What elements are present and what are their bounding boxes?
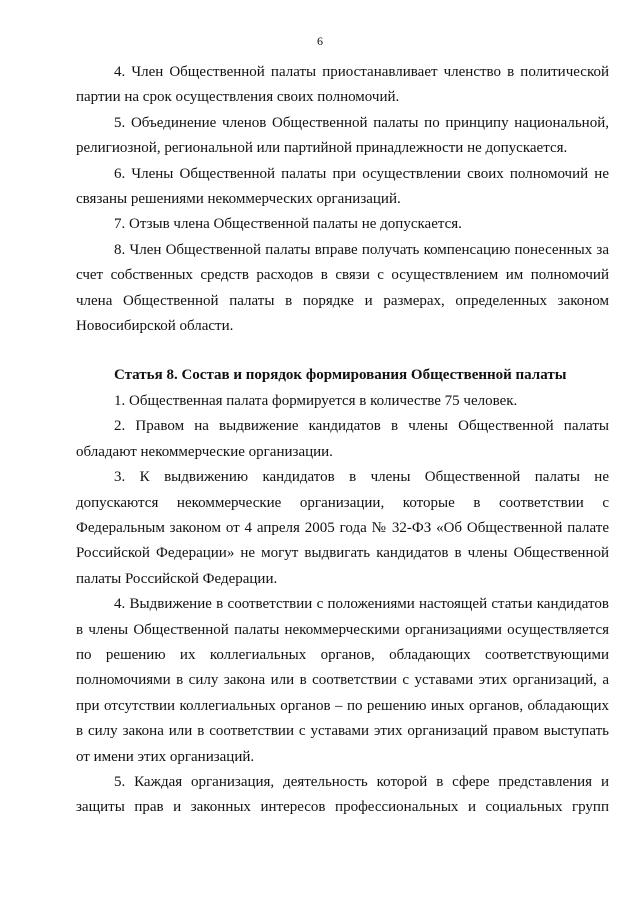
page-number: 6 <box>317 34 323 48</box>
paragraph-organization-nomination: 5. Каждая организация, деятельность которой в сфере представления и защиты прав и законных интересов профессиональных и социальных групп <box>76 773 609 816</box>
paragraph-recall-ban: 7. Отзыв члена Общественной палаты не допускается. <box>114 216 462 233</box>
paragraph-nomination-procedure: 4. Выдвижение в соответствии с положениями настоящей статьи кандидатов в члены Общественной палаты некоммерческими организациями осуществляется по решению их коллегиальных органов, обладающих соответствующими полномочиями в силу закона или в соответствии с уставами этих организаций, а при отсутствии коллегиальных органов – по решению иных органов, обладающих в силу закона или в соответствии с уставами этих организаций правом выступать от имени этих организаций. <box>76 596 609 765</box>
paragraph-nomination-exclusions: 3. К выдвижению кандидатов в члены Общественной палаты не допускаются некоммерческие организации, которые в соответствии с Федеральным законом от 4 апреля 2005 года № 32-ФЗ «Об Общественной палате Российской Федерации» не могут выдвигать кандидатов в члены Общественной палаты Российской Федерации. <box>76 469 609 587</box>
paragraph-nomination-right: 2. Правом на выдвижение кандидатов в члены Общественной палаты обладают некоммерческие организации. <box>76 418 609 460</box>
paragraph-membership-suspension: 4. Член Общественной палаты приостанавливает членство в политической партии на срок осуществления своих полномочий. <box>76 64 609 106</box>
paragraph-independence: 6. Члены Общественной палаты при осуществлении своих полномочий не связаны решениями некоммерческих организаций. <box>76 165 609 208</box>
paragraph-compensation: 8. Член Общественной палаты вправе получать компенсацию понесенных за счет собственных средств расходов в связи с осуществлением им полномочий члена Общественной палаты в порядке и размерах, определенных законом Новосибирской области. <box>76 241 609 335</box>
document-body <box>76 60 609 821</box>
paragraph-association-ban: 5. Объединение членов Общественной палаты по принципу национальной, религиозной, региональной или партийной принадлежности не допускается. <box>76 114 609 157</box>
paragraph-composition-size: 1. Общественная палата формируется в количестве 75 человек. <box>114 392 518 409</box>
article-heading: Статья 8. Состав и порядок формирования Общественной палаты <box>114 367 567 384</box>
